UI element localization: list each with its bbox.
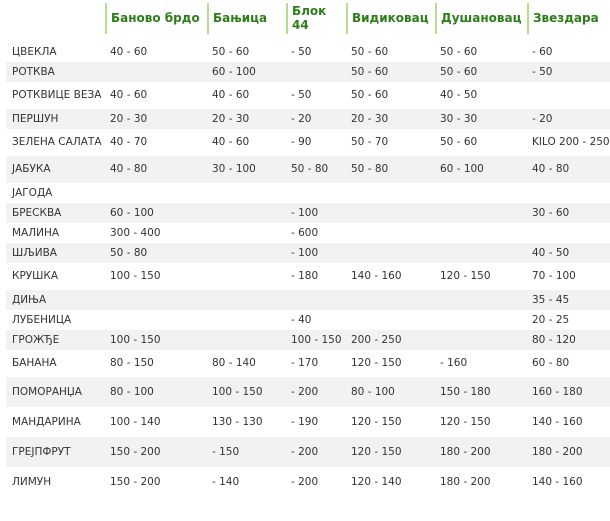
- price-cell: [528, 223, 610, 243]
- price-cell: 150 - 200: [106, 437, 208, 467]
- product-name: ЦВЕКЛА: [6, 42, 106, 62]
- product-name: ДИЊА: [6, 290, 106, 310]
- price-cell: - 50: [287, 42, 347, 62]
- column-header: Душановац: [436, 3, 528, 34]
- column-header: Бањица: [208, 3, 287, 34]
- price-cell: 40 - 80: [528, 156, 610, 183]
- price-cell: [287, 183, 347, 203]
- table-row: [6, 42, 610, 62]
- price-cell: 180 - 200: [528, 437, 610, 467]
- price-cell: - 100: [287, 243, 347, 263]
- price-cell: 50 - 60: [436, 62, 528, 82]
- price-cell: 40 - 60: [208, 82, 287, 109]
- price-cell: 120 - 150: [347, 437, 436, 467]
- price-cell: 20 - 30: [106, 109, 208, 129]
- price-cell: 200 - 250: [347, 330, 436, 350]
- price-cell: 120 - 150: [347, 350, 436, 377]
- price-cell: 40 - 50: [528, 243, 610, 263]
- product-name: ЈАБУКА: [6, 156, 106, 183]
- column-header: Блок 44: [287, 3, 347, 34]
- price-cell: [347, 203, 436, 223]
- price-cell: 40 - 80: [106, 156, 208, 183]
- product-name: ПОМОРАНЏА: [6, 377, 106, 407]
- price-cell: [347, 310, 436, 330]
- product-name: БРЕСКВА: [6, 203, 106, 223]
- table-row: [6, 243, 610, 263]
- price-cell: [208, 183, 287, 203]
- table-row: [6, 377, 610, 407]
- price-cell: 50 - 60: [347, 82, 436, 109]
- table-row: [6, 203, 610, 223]
- product-name: ЛУБЕНИЦА: [6, 310, 106, 330]
- price-cell: 120 - 150: [347, 407, 436, 437]
- product-name: КРУШКА: [6, 263, 106, 290]
- spacer-cell: [6, 34, 610, 43]
- price-cell: 40 - 60: [106, 82, 208, 109]
- price-cell: 180 - 200: [436, 437, 528, 467]
- product-name: ЗЕЛЕНА САЛАТА: [6, 129, 106, 156]
- price-cell: 100 - 150: [287, 330, 347, 350]
- price-cell: 50 - 60: [347, 42, 436, 62]
- price-cell: - 170: [287, 350, 347, 377]
- price-cell: 140 - 160: [528, 467, 610, 497]
- price-cell: 60 - 100: [208, 62, 287, 82]
- price-cell: - 140: [208, 467, 287, 497]
- price-cell: - 180: [287, 263, 347, 290]
- price-cell: - 50: [528, 62, 610, 82]
- column-header: Баново брдо: [106, 3, 208, 34]
- product-name: РОТКВА: [6, 62, 106, 82]
- table-row: [6, 183, 610, 203]
- price-cell: [208, 310, 287, 330]
- price-cell: 140 - 160: [347, 263, 436, 290]
- price-cell: [106, 290, 208, 310]
- price-cell: [436, 310, 528, 330]
- price-cell: 150 - 180: [436, 377, 528, 407]
- product-name: МАНДАРИНА: [6, 407, 106, 437]
- product-name: РОТКВИЦЕ ВЕЗА: [6, 82, 106, 109]
- product-name: ГРЕЈПФРУТ: [6, 437, 106, 467]
- table-row: [6, 62, 610, 82]
- table-row: [6, 467, 610, 497]
- price-cell: 100 - 140: [106, 407, 208, 437]
- price-cell: 80 - 100: [106, 377, 208, 407]
- price-cell: - 40: [287, 310, 347, 330]
- price-cell: [347, 243, 436, 263]
- price-cell: [106, 62, 208, 82]
- table-row: [6, 263, 610, 290]
- price-cell: 50 - 80: [347, 156, 436, 183]
- price-cell: - 600: [287, 223, 347, 243]
- table-row: [6, 82, 610, 109]
- price-cell: 35 - 45: [528, 290, 610, 310]
- table-row: [6, 310, 610, 330]
- price-cell: [436, 203, 528, 223]
- price-cell: [208, 203, 287, 223]
- header-corner: [6, 3, 106, 34]
- table-row: [6, 407, 610, 437]
- price-cell: [436, 243, 528, 263]
- product-name: ЈАГОДА: [6, 183, 106, 203]
- price-cell: 50 - 60: [208, 42, 287, 62]
- price-cell: 80 - 140: [208, 350, 287, 377]
- price-cell: 40 - 60: [106, 42, 208, 62]
- price-cell: [287, 62, 347, 82]
- price-cell: [347, 183, 436, 203]
- price-cell: - 190: [287, 407, 347, 437]
- table-row: [6, 223, 610, 243]
- table-row: [6, 350, 610, 377]
- price-cell: - 160: [436, 350, 528, 377]
- table-row: [6, 109, 610, 129]
- column-header: Видиковац: [347, 3, 436, 34]
- price-cell: [208, 330, 287, 350]
- table-row: [6, 330, 610, 350]
- price-cell: - 20: [287, 109, 347, 129]
- product-name: БАНАНА: [6, 350, 106, 377]
- price-cell: 50 - 80: [287, 156, 347, 183]
- price-cell: 40 - 70: [106, 129, 208, 156]
- product-name: ЛИМУН: [6, 467, 106, 497]
- price-cell: 20 - 25: [528, 310, 610, 330]
- price-cell: 300 - 400: [106, 223, 208, 243]
- price-cell: [287, 290, 347, 310]
- price-cell: - 200: [287, 467, 347, 497]
- product-name: ПЕРШУН: [6, 109, 106, 129]
- price-cell: 120 - 150: [436, 263, 528, 290]
- table-row: [6, 437, 610, 467]
- spacer-row: [6, 34, 610, 43]
- column-header: Звездара: [528, 3, 610, 34]
- price-cell: 30 - 100: [208, 156, 287, 183]
- price-cell: 160 - 180: [528, 377, 610, 407]
- price-cell: [208, 263, 287, 290]
- price-cell: 120 - 140: [347, 467, 436, 497]
- price-cell: 50 - 70: [347, 129, 436, 156]
- table-row: [6, 129, 610, 156]
- price-cell: 120 - 150: [436, 407, 528, 437]
- price-cell: - 50: [287, 82, 347, 109]
- price-cell: 50 - 80: [106, 243, 208, 263]
- price-cell: 60 - 80: [528, 350, 610, 377]
- price-cell: - 90: [287, 129, 347, 156]
- header-row: [6, 3, 610, 34]
- price-cell: 50 - 60: [347, 62, 436, 82]
- price-cell: - 200: [287, 437, 347, 467]
- price-cell: 100 - 150: [106, 330, 208, 350]
- table-row: [6, 290, 610, 310]
- price-cell: 130 - 130: [208, 407, 287, 437]
- price-cell: [436, 290, 528, 310]
- price-cell: 20 - 30: [347, 109, 436, 129]
- product-name: ШЉИВА: [6, 243, 106, 263]
- price-cell: 70 - 100: [528, 263, 610, 290]
- price-cell: - 60: [528, 42, 610, 62]
- price-cell: [208, 243, 287, 263]
- product-name: МАЛИНА: [6, 223, 106, 243]
- price-cell: KILO 200 - 250: [528, 129, 610, 156]
- price-cell: 60 - 100: [106, 203, 208, 223]
- product-name: ГРОЖЂЕ: [6, 330, 106, 350]
- price-cell: 20 - 30: [208, 109, 287, 129]
- price-cell: 60 - 100: [436, 156, 528, 183]
- price-cell: [208, 290, 287, 310]
- price-cell: [436, 330, 528, 350]
- price-cell: - 20: [528, 109, 610, 129]
- price-cell: 150 - 200: [106, 467, 208, 497]
- price-table: [6, 3, 610, 497]
- price-cell: 30 - 30: [436, 109, 528, 129]
- price-cell: 30 - 60: [528, 203, 610, 223]
- price-cell: [106, 183, 208, 203]
- price-cell: [436, 223, 528, 243]
- price-cell: 140 - 160: [528, 407, 610, 437]
- price-cell: 80 - 120: [528, 330, 610, 350]
- table-row: [6, 156, 610, 183]
- price-cell: [528, 183, 610, 203]
- price-cell: - 200: [287, 377, 347, 407]
- price-cell: 100 - 150: [208, 377, 287, 407]
- price-cell: [528, 82, 610, 109]
- price-cell: [436, 183, 528, 203]
- price-cell: [347, 290, 436, 310]
- price-cell: 50 - 60: [436, 42, 528, 62]
- price-cell: [106, 310, 208, 330]
- price-cell: - 150: [208, 437, 287, 467]
- price-cell: 40 - 60: [208, 129, 287, 156]
- price-cell: [347, 223, 436, 243]
- price-cell: 40 - 50: [436, 82, 528, 109]
- price-cell: 80 - 100: [347, 377, 436, 407]
- price-cell: [208, 223, 287, 243]
- price-cell: - 100: [287, 203, 347, 223]
- price-cell: 50 - 60: [436, 129, 528, 156]
- price-cell: 180 - 200: [436, 467, 528, 497]
- price-cell: 80 - 150: [106, 350, 208, 377]
- price-cell: 100 - 150: [106, 263, 208, 290]
